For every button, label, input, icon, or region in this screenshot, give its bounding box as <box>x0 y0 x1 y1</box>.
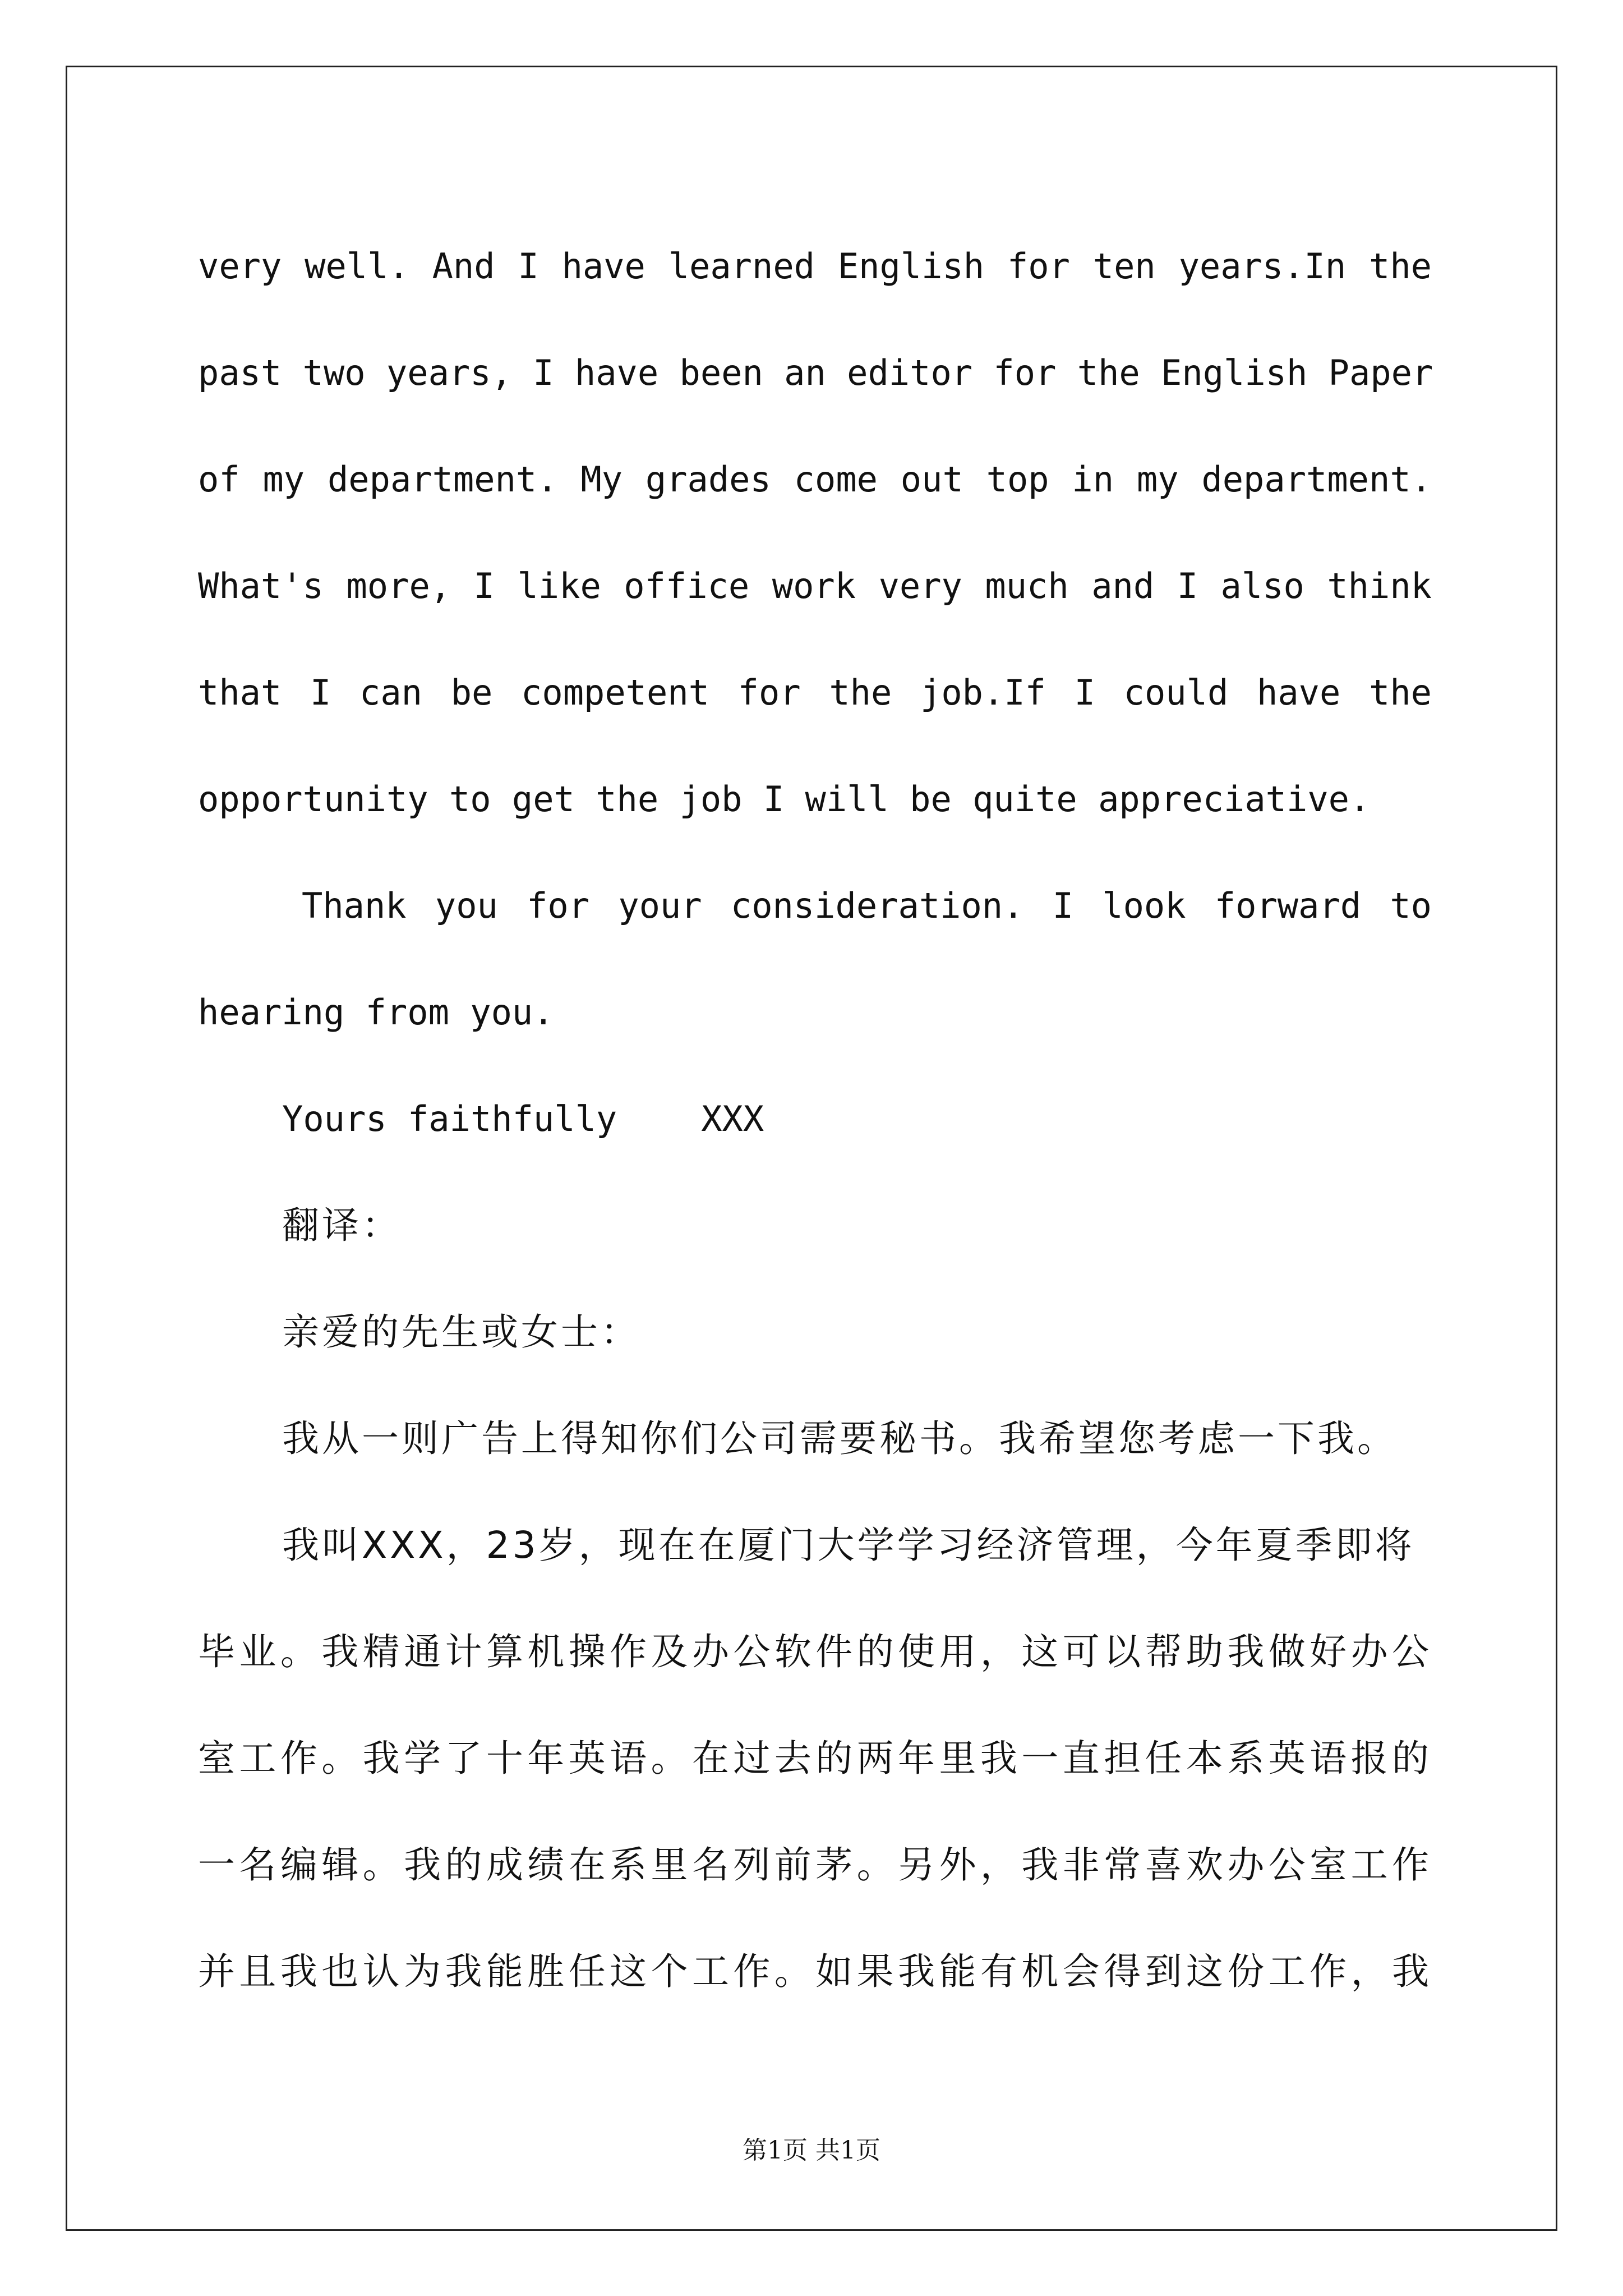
signature-name: XXX <box>701 1098 764 1139</box>
signature <box>198 1066 1432 1172</box>
chinese-greeting: 亲爱的先生或女士： <box>282 1310 640 1354</box>
text-line: very well. And I have learned English for ten years.In the <box>198 246 1432 287</box>
letter-body <box>198 213 1432 2025</box>
text-line: past two years, I have been an editor for the English Paper <box>198 352 1433 393</box>
closing-line: hearing from you. <box>198 992 554 1033</box>
closing-line: Thank you for your consideration. I look forward to <box>302 885 1432 926</box>
text-line: What's more, I like office work very much and I also think <box>198 565 1432 606</box>
page-footer: 第1页 共1页 <box>743 2136 880 2165</box>
translation-heading: 翻译： <box>282 1204 402 1247</box>
chinese-text-line: 一名编辑。我的成绩在系里名列前茅。另外，我非常喜欢办公室工作 <box>198 1843 1432 1887</box>
text-line: that I can be competent for the job.If I could have the <box>198 672 1432 713</box>
chinese-text-line: 室工作。我学了十年英语。在过去的两年里我一直担任本系英语报的 <box>198 1737 1432 1780</box>
chinese-text-line: 我叫XXX，23岁，现在在厦门大学学习经济管理，今年夏季即将 <box>282 1524 1415 1567</box>
chinese-text-line: 毕业。我精通计算机操作及办公软件的使用，这可以帮助我做好办公 <box>198 1630 1432 1673</box>
chinese-paragraph: 我从一则广告上得知你们公司需要秘书。我希望您考虑一下我。 <box>282 1417 1397 1460</box>
chinese-text-line: 并且我也认为我能胜任这个工作。如果我能有机会得到这份工作，我 <box>198 1950 1432 1993</box>
signature-closing: Yours faithfully <box>282 1098 617 1139</box>
text-line: of my department. My grades come out top in my department. <box>198 459 1432 500</box>
text-line: opportunity to get the job I will be quite appreciative. <box>198 779 1371 820</box>
